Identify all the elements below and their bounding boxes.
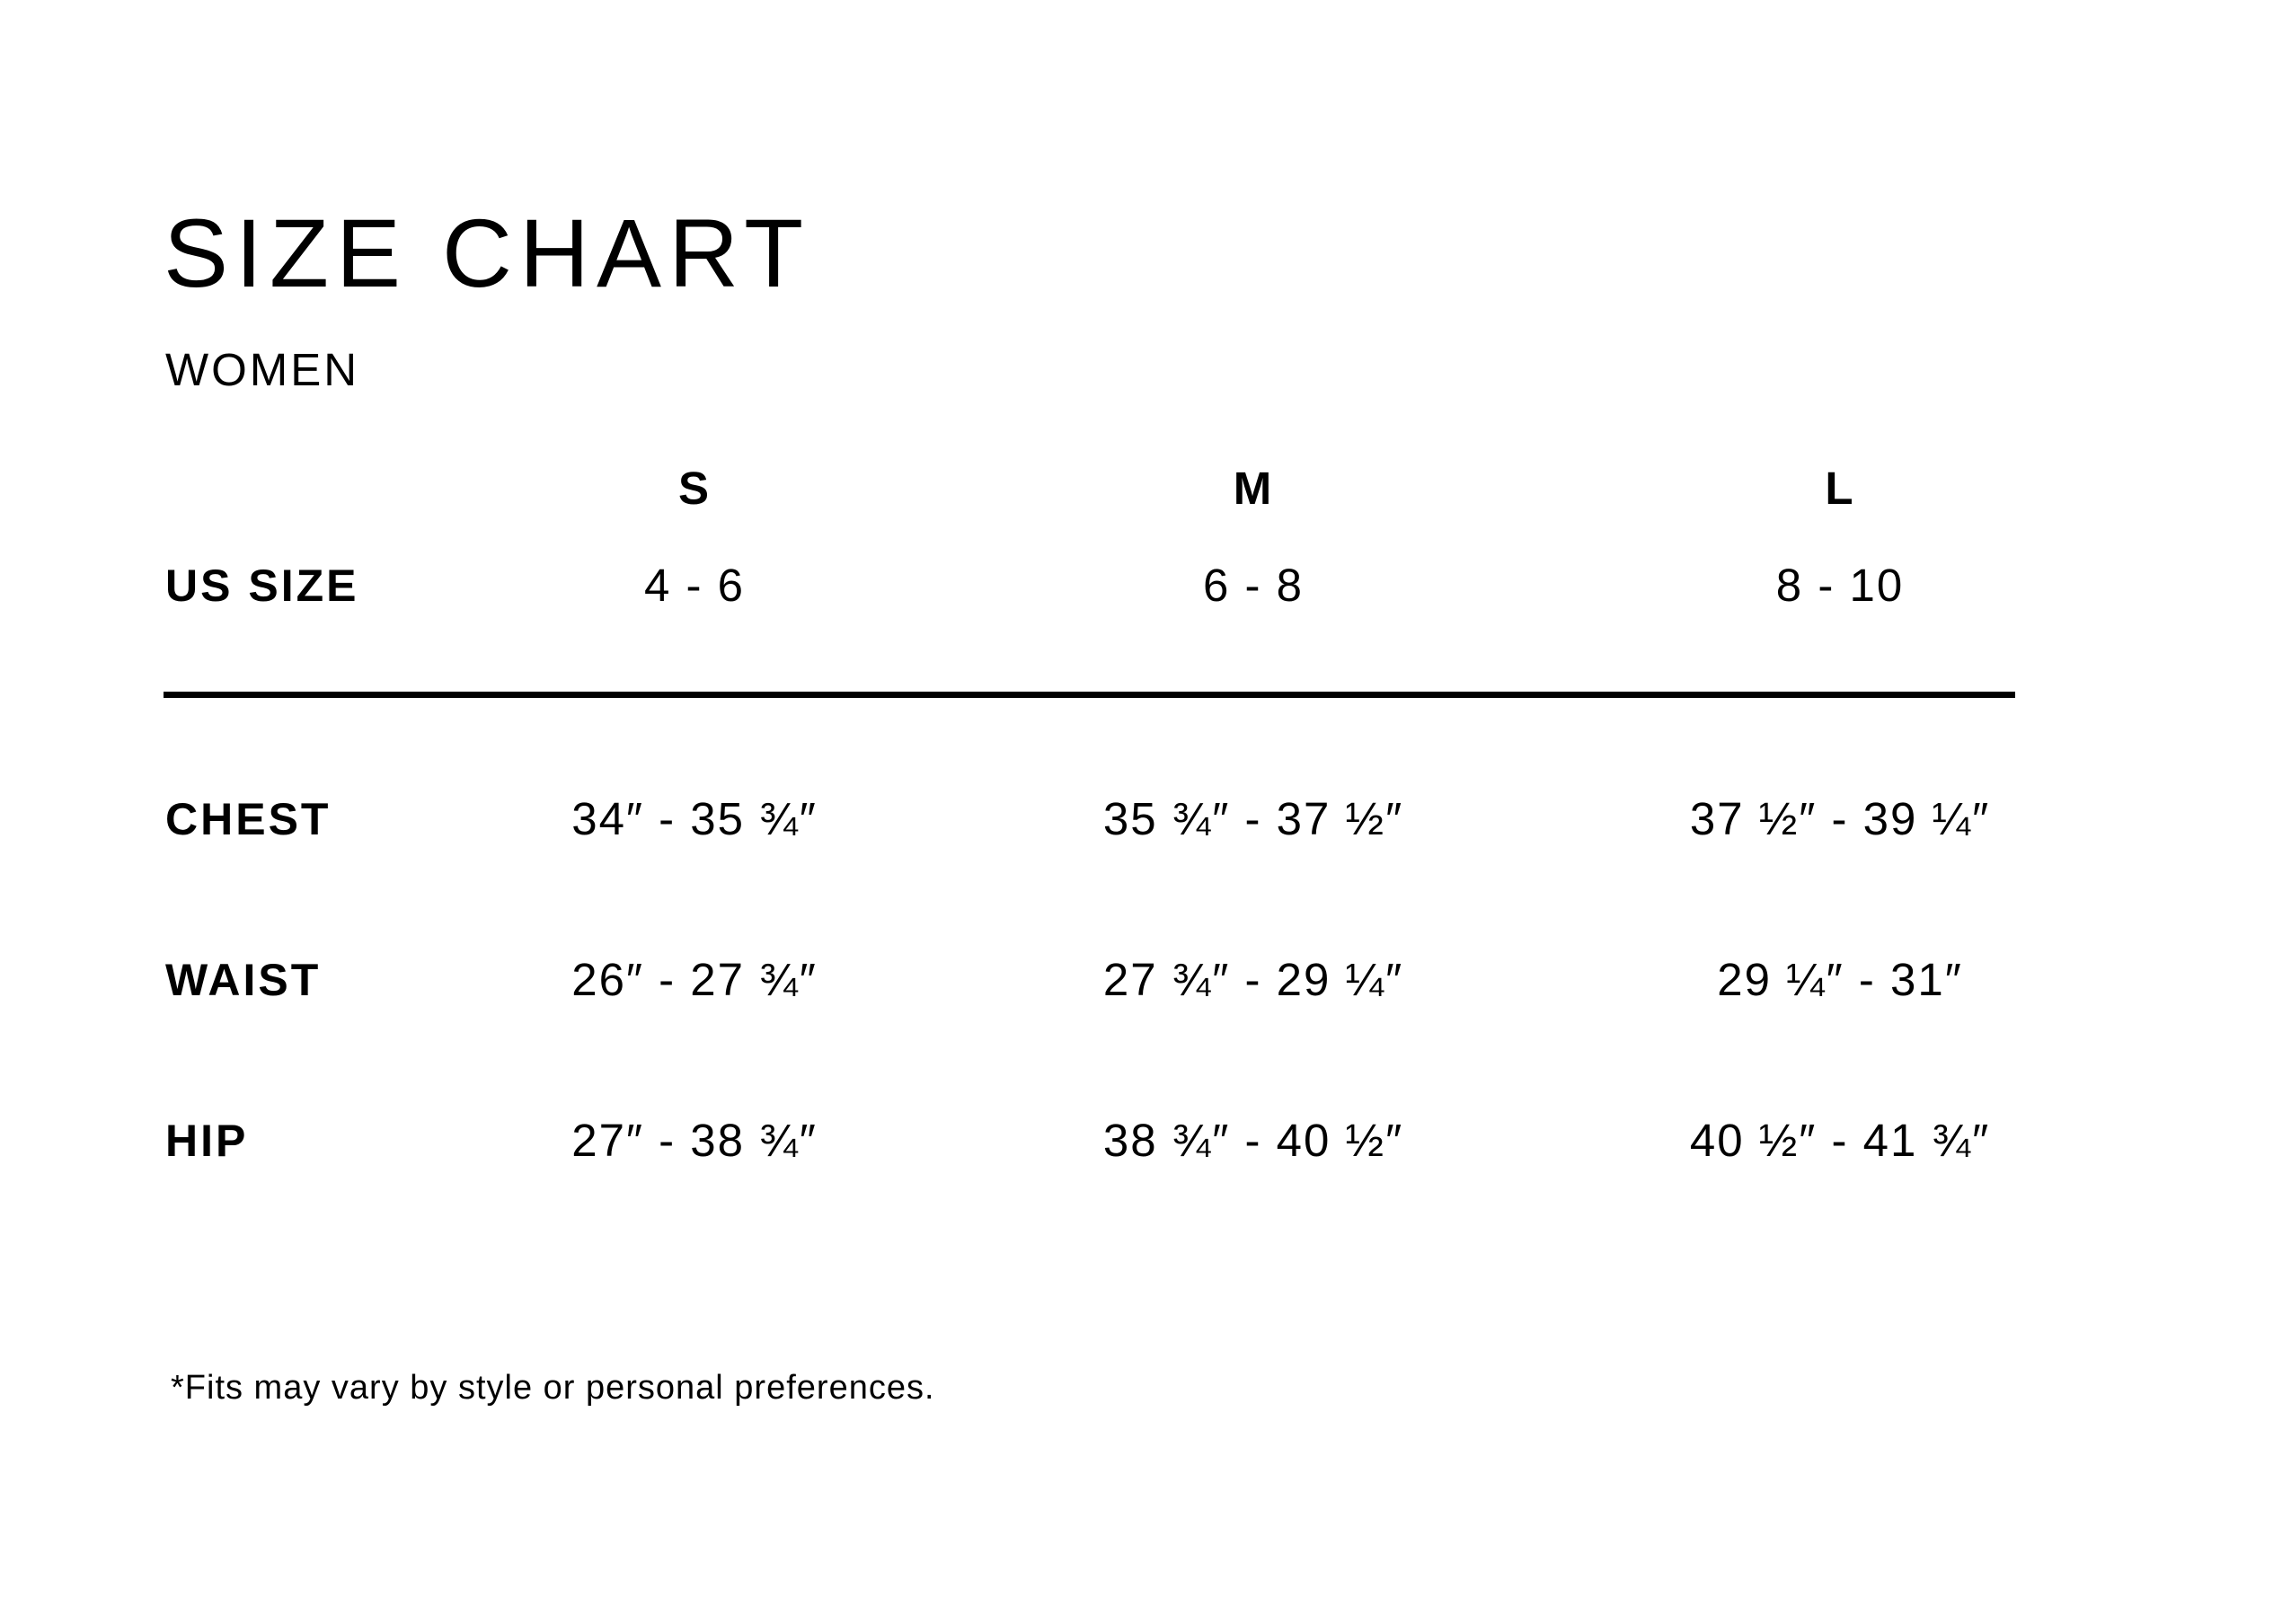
size-header-s: S: [677, 463, 712, 514]
hip-value-m: 38 ¾″ - 40 ½″: [1102, 1115, 1404, 1166]
fit-footnote: *Fits may vary by style or personal preferences.: [171, 1369, 935, 1407]
row-label-waist: WAIST: [165, 955, 322, 1005]
size-header-l: L: [1825, 463, 1855, 514]
waist-value-s: 26″ - 27 ¾″: [571, 954, 818, 1005]
chest-value-s: 34″ - 35 ¾″: [571, 793, 818, 844]
chest-value-m: 35 ¾″ - 37 ½″: [1102, 793, 1404, 844]
size-header-m: M: [1233, 463, 1274, 514]
us-size-l: 8 - 10: [1775, 560, 1905, 611]
row-label-hip: HIP: [165, 1116, 249, 1166]
waist-value-m: 27 ¾″ - 29 ¼″: [1102, 954, 1404, 1005]
us-size-m: 6 - 8: [1202, 560, 1305, 611]
table-divider: [164, 692, 2015, 698]
hip-value-s: 27″ - 38 ¾″: [571, 1115, 818, 1166]
row-label-chest: CHEST: [165, 794, 332, 844]
chest-value-l: 37 ½″ - 39 ¼″: [1689, 793, 1991, 844]
us-size-label: US SIZE: [165, 560, 359, 611]
page-title: SIZE CHART: [164, 199, 811, 307]
waist-value-l: 29 ¼″ - 31″: [1717, 954, 1963, 1005]
category-subtitle: WOMEN: [165, 344, 360, 395]
us-size-s: 4 - 6: [643, 560, 746, 611]
hip-value-l: 40 ½″ - 41 ¾″: [1689, 1115, 1991, 1166]
